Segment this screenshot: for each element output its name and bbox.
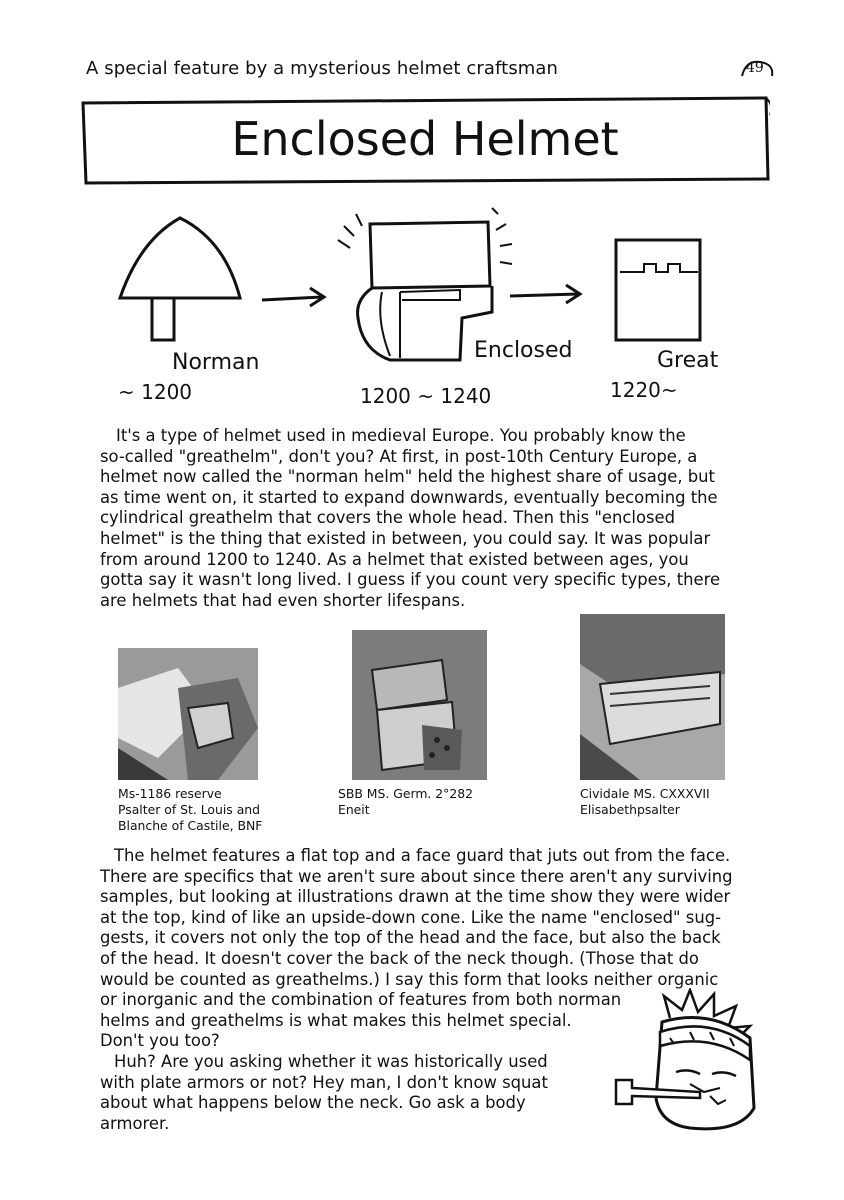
figure-caption-2 — [338, 786, 518, 818]
text-line: Don't you too? — [100, 1031, 220, 1051]
great-date: 1220~ — [610, 378, 678, 402]
caption-line: Eneit — [338, 802, 370, 817]
text-line: The helmet features a flat top and a face guard that juts out from the face. — [114, 846, 731, 865]
text-line: gests, it covers not only the top of the head and the face, but also the back — [100, 928, 721, 948]
text-line: so-called "greathelm", don't you? At first, in post-10th Century Europe, a — [100, 446, 698, 466]
text-line: armorer. — [100, 1113, 170, 1133]
enclosed-label: Enclosed — [474, 338, 573, 363]
text-line: are helmets that had even shorter lifespans. — [100, 590, 466, 610]
figure-caption-1 — [118, 786, 298, 834]
craftsman-character-illustration — [590, 988, 770, 1138]
text-line: as time went on, it started to expand downwards, eventually becoming the — [100, 487, 718, 507]
manuscript-image-1 — [118, 648, 258, 780]
text-line: about what happens below the neck. Go ask a body — [100, 1093, 526, 1113]
text-line: samples, but looking at illustrations drawn at the time show they were wider — [100, 887, 731, 907]
manuscript-image-2 — [352, 630, 487, 780]
text-line: There are specifics that we aren't sure about since there aren't any surviving — [100, 866, 733, 886]
intro-paragraph — [100, 426, 760, 611]
text-line: Huh? Are you asking whether it was historically used — [114, 1052, 548, 1071]
figure-caption-3 — [580, 786, 760, 818]
caption-line: SBB MS. Germ. 2°282 — [338, 786, 474, 801]
norman-date: ~ 1200 — [118, 380, 193, 404]
norman-helmet-icon — [120, 218, 240, 340]
text-line: It's a type of helmet used in medieval Europe. You probably know the — [116, 426, 686, 445]
page-title: Enclosed Helmet — [231, 112, 619, 166]
text-line: gotta say it wasn't long lived. I guess if you count very specific types, there — [100, 570, 721, 590]
text-line: with plate armors or not? Hey man, I don't know squat — [100, 1072, 548, 1092]
enclosed-date: 1200 ~ 1240 — [360, 384, 492, 408]
closing-paragraph — [100, 1052, 600, 1134]
text-line: of the head. It doesn't cover the back of the neck though. (Those that do — [100, 948, 699, 968]
caption-line: Elisabethpsalter — [580, 802, 680, 817]
caption-line: Blanche of Castile, BNF — [118, 818, 263, 833]
caption-line: Cividale MS. CXXXVII — [580, 786, 710, 801]
text-line: helmet" is the thing that existed in between, you could say. It was popular — [100, 528, 711, 548]
great-helm-icon — [616, 240, 700, 340]
text-line: cylindrical greathelm that covers the whole head. Then this "enclosed — [100, 508, 676, 528]
arrow-icon — [510, 285, 580, 303]
text-line: or inorganic and the combination of features from both norman — [100, 990, 622, 1010]
caption-line: Psalter of St. Louis and — [118, 802, 261, 817]
header-subtitle: A special feature by a mysterious helmet craftsman — [86, 58, 559, 79]
text-line: at the top, kind of like an upside-down cone. Like the name "enclosed" sug- — [100, 907, 722, 927]
text-line: would be counted as greathelms.) I say this form that looks neither organic — [100, 969, 719, 989]
manuscript-image-3 — [580, 614, 725, 780]
arrow-icon — [262, 288, 324, 306]
caption-line: Ms-1186 reserve — [118, 786, 222, 801]
page-number: 49 — [746, 60, 764, 76]
norman-label: Norman — [172, 350, 260, 375]
text-line: helms and greathelms is what makes this helmet special. — [100, 1010, 572, 1030]
great-label: Great — [657, 348, 719, 373]
text-line: from around 1200 to 1240. As a helmet that existed between ages, you — [100, 549, 689, 569]
text-line: helmet now called the "norman helm" held the highest share of usage, but — [100, 467, 715, 487]
